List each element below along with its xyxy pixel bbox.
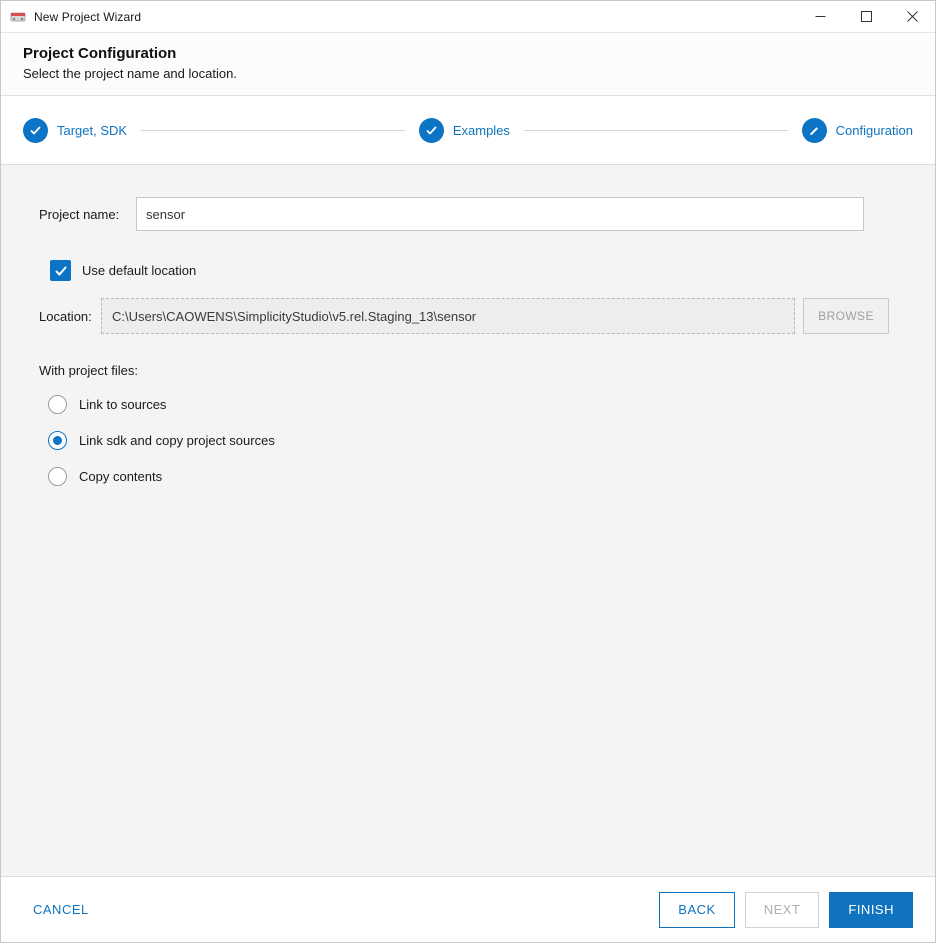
finish-button[interactable]: FINISH: [829, 892, 913, 928]
step-target-sdk[interactable]: [23, 118, 127, 143]
back-button[interactable]: BACK: [659, 892, 734, 928]
window-title: New Project Wizard: [34, 9, 142, 24]
window-controls: [797, 1, 935, 32]
option-label-link-sdk-copy-sources: Link sdk and copy project sources: [79, 433, 275, 448]
location-label: Location:: [39, 308, 92, 324]
option-link-sdk-copy-sources[interactable]: [48, 431, 897, 450]
option-label-link-to-sources: Link to sources: [79, 397, 167, 412]
project-name-row: [39, 197, 897, 231]
step-configuration[interactable]: [802, 118, 913, 143]
radio-link-sdk-copy-sources[interactable]: [48, 431, 67, 450]
title-bar: [1, 1, 935, 33]
step-label-examples: Examples: [452, 122, 510, 138]
option-link-to-sources[interactable]: [48, 395, 897, 414]
page-title: Project Configuration: [23, 45, 177, 62]
project-name-label: Project name:: [39, 206, 120, 222]
step-connector-2: [524, 130, 788, 131]
minimize-button[interactable]: [797, 1, 843, 32]
radio-copy-contents[interactable]: [48, 467, 67, 486]
with-project-files-label: With project files:: [39, 363, 138, 378]
wizard-app-icon: [10, 9, 26, 25]
wizard-steps: [1, 96, 935, 165]
check-icon: [23, 118, 48, 143]
pencil-icon: [802, 118, 827, 143]
next-button: NEXT: [745, 892, 820, 928]
option-label-copy-contents: Copy contents: [79, 469, 163, 484]
option-copy-contents[interactable]: [48, 467, 897, 486]
radio-link-to-sources[interactable]: [48, 395, 67, 414]
close-button[interactable]: [889, 1, 935, 32]
configuration-form: [1, 165, 935, 876]
step-label-configuration: Configuration: [835, 122, 913, 138]
cancel-button[interactable]: CANCEL: [23, 894, 99, 925]
location-row: [39, 298, 897, 334]
use-default-location-label: Use default location: [82, 263, 197, 278]
use-default-location-checkbox[interactable]: [50, 260, 71, 281]
location-value: C:\Users\CAOWENS\SimplicityStudio\v5.rel.Staging_13\sensor: [101, 298, 795, 334]
use-default-location-row[interactable]: [50, 260, 897, 281]
project-name-input[interactable]: [136, 197, 864, 231]
browse-button[interactable]: BROWSE: [803, 298, 889, 334]
step-examples[interactable]: [419, 118, 510, 143]
page-header: [1, 33, 935, 96]
step-label-target-sdk: Target, SDK: [57, 122, 128, 138]
footer-actions: [659, 892, 913, 928]
page-subtitle: Select the project name and location.: [23, 66, 237, 81]
check-icon: [419, 118, 444, 143]
wizard-footer: [1, 876, 935, 942]
step-connector-1: [141, 130, 405, 131]
maximize-button[interactable]: [843, 1, 889, 32]
